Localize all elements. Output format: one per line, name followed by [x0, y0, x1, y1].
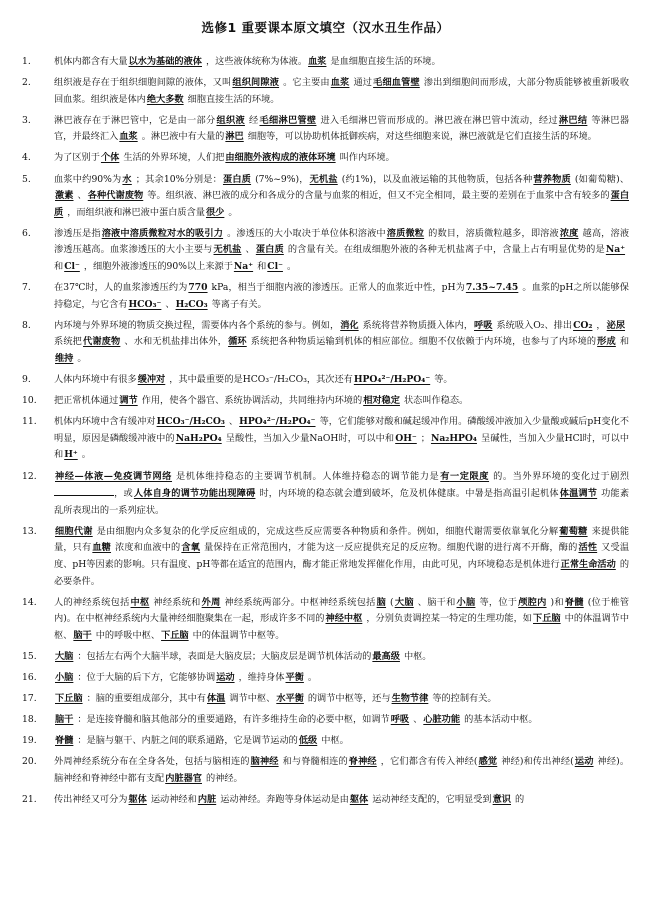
item-text: 、 [413, 714, 423, 726]
answer-blank: 血浆 [119, 131, 138, 143]
item-text: 。渗透压的大小取决于单位体积溶液中 [227, 227, 386, 239]
list-item [22, 754, 629, 787]
answer-blank: 神经—体液—免疫调节网络 [55, 470, 173, 482]
answer-blank: HCO₃⁻/H₂CO₃ [156, 416, 225, 428]
item-text: 中的体温调节中枢、 [54, 613, 630, 641]
item-text: (7%~9%)， [255, 173, 309, 185]
answer-blank: 组织间隙液 [232, 77, 280, 89]
document-title: 选修1 重要课本原文填空（汉水丑生作品） [201, 20, 450, 35]
answer-blank: 内脏器官 [165, 773, 202, 785]
item-number: 11. [22, 416, 37, 428]
item-text: ， [596, 319, 606, 331]
item-text: 来提供能量，只有 [54, 525, 630, 554]
answer-blank: 蛋白质 [222, 173, 252, 185]
answer-blank: HPO₄²⁻/H₂PO₄⁻ [353, 374, 431, 386]
item-text: ，而组织液和淋巴液中蛋白质含量 [67, 206, 205, 218]
answer-blank: 心脏功能 [423, 714, 461, 726]
answer-blank: 生物节律 [391, 693, 429, 705]
item-text: 内环境与外界环境的物质交换过程，需要体内各个系统的参与。例如， [54, 319, 340, 331]
item-text: ，它们都含有传入神经( [380, 756, 478, 768]
item-number: 14. [22, 596, 37, 608]
list-item [22, 595, 629, 645]
list-item [22, 54, 629, 71]
answer-blank: 下丘脑 [533, 613, 561, 625]
answer-blank: 淋巴结 [558, 114, 588, 126]
list-item [22, 733, 629, 750]
answer-blank: 外周 [201, 596, 221, 608]
item-text: 系统把 [54, 336, 83, 348]
item-text: 呈碱性，当加入少量HCl时，可以中和 [54, 432, 630, 461]
item-number: 21. [22, 794, 37, 806]
answer-blank: 意识 [492, 794, 511, 806]
item-text: 外周神经系统分布在全身各处，包括与脑相连的 [54, 756, 250, 768]
item-text: ：位于大脑的后下方，它能够协调 [77, 672, 216, 684]
list-item [22, 792, 629, 809]
item-text: 。它主要由 [283, 77, 330, 89]
answer-blank: 感觉 [478, 756, 498, 768]
item-number: 1. [22, 56, 31, 67]
answer-blank: NaH₂PO₄ [175, 432, 222, 444]
item-number: 7. [22, 282, 31, 294]
answer-blank: 呼吸 [474, 319, 493, 331]
list-item [22, 393, 629, 410]
item-number: 10. [22, 395, 37, 407]
item-text: 等，它们能够对酸和碱起缓冲作用。磷酸缓冲液加入少量酸或碱后pH变化不明显，原因是磷酸缓冲液中的 [54, 416, 629, 444]
item-text: 系统将营养物质摄入体内， [362, 319, 474, 331]
answer-blank: 泌尿 [606, 319, 626, 331]
answer-blank: Cl⁻ [64, 261, 80, 273]
item-text: 淋巴液存在于淋巴管中，它是由一部分 [54, 114, 216, 126]
item-text: 人体内环境中有很多 [54, 374, 137, 386]
answer-blank: Na⁺ [605, 244, 626, 256]
answer-blank: 颅腔内 [518, 596, 547, 608]
item-text: 机体内环境中含有缓冲对 [54, 416, 156, 428]
answer-blank: 运动 [216, 672, 235, 684]
answer-blank: 下丘脑 [161, 629, 189, 641]
item-text: 神经)。脑神经和脊神经中都有支配 [54, 756, 630, 785]
answer-blank: 由细胞外液构成的液体环境 [225, 152, 336, 164]
answer-blank: 毛细血管壁 [373, 77, 420, 89]
item-number: 8. [22, 319, 31, 331]
list-item [22, 712, 629, 729]
answer-blank: 水平衡 [276, 693, 304, 705]
list-item [22, 172, 629, 222]
list-item [22, 691, 629, 708]
answer-blank: 血浆 [308, 56, 327, 67]
item-number: 12. [22, 470, 37, 482]
answer-blank: HPO₄²⁻/H₂PO₄⁻ [239, 416, 316, 428]
item-text: ，其中最重要的是HCO₃⁻/H₂CO₃，其次还有 [169, 374, 353, 386]
item-text: 。 [77, 353, 87, 364]
item-text: 、 [228, 416, 239, 428]
item-text: 运动神经支配的，它明显受到 [372, 794, 492, 806]
answer-blank: 正常生命活动 [560, 559, 616, 571]
item-text: 。 [286, 261, 297, 273]
item-text: ：脑的重要组成部分，其中有 [86, 693, 206, 705]
answer-blank: 营养物质 [533, 173, 571, 185]
answer-blank: H₂CO₃ [175, 298, 208, 310]
item-number: 4. [22, 152, 31, 164]
item-text: 等的控制有关。 [432, 693, 497, 705]
answer-blank: 浓度 [559, 227, 579, 239]
item-text: 系统吸入O₂、排出 [496, 319, 573, 331]
answer-blank: 很少 [206, 206, 225, 218]
item-text: 中的呼吸中枢、 [95, 629, 161, 641]
item-text: 、脑干和 [417, 596, 456, 608]
item-number: 5. [22, 173, 31, 185]
fill-in-list [22, 54, 629, 809]
item-number: 20. [22, 756, 37, 768]
answer-blank: 躯体 [128, 794, 147, 806]
answer-blank: 葡萄糖 [559, 525, 588, 537]
answer-blank: 调节 [119, 395, 138, 407]
item-text: 人的神经系统包括 [54, 596, 130, 608]
answer-blank: 以水为基础的液体 [128, 56, 202, 67]
item-text: ：是脑与躯干、内脏之间的联系通路，它是调节运动的 [77, 735, 298, 747]
item-text: 是机体维持稳态的主要调节机制。人体维持稳态的调节能力是 [176, 470, 440, 482]
answer-blank: 消化 [340, 319, 359, 331]
item-text: 在37℃时，人的血浆渗透压约为 [54, 282, 188, 294]
item-text: 中枢。 [321, 735, 349, 747]
answer-blank: 低级 [298, 735, 318, 747]
list-item [22, 670, 629, 687]
item-text: 进入毛细淋巴管而形成的。淋巴液在淋巴管中流动，经过 [320, 114, 558, 126]
answer-blank: 脑干 [55, 714, 74, 726]
answer-blank: 溶质微粒 [386, 227, 425, 239]
list-item [22, 226, 629, 276]
answer-blank: 毛细淋巴管壁 [259, 114, 317, 126]
item-text: 等。 [434, 374, 453, 386]
answer-blank: 内脏 [197, 794, 217, 806]
item-text: ：是连接脊髓和脑其他部分的重要通路，有许多维持生命的必要中枢，如调节 [77, 714, 390, 726]
answer-blank: 7.35~7.45 [465, 282, 519, 294]
answer-blank: OH⁻ [395, 432, 417, 444]
item-text: 越高，溶液渗透压越高。血浆渗透压的大小主要与 [54, 227, 630, 256]
item-text: 血浆中约90%为 [54, 173, 122, 185]
item-text: 中枢。 [403, 651, 432, 662]
item-text: 把正常机体通过 [54, 395, 119, 407]
list-item [22, 372, 629, 389]
item-text: 和 [54, 261, 64, 273]
item-text: 运动神经。奔跑等身体运动是由 [220, 794, 349, 806]
list-item [22, 469, 629, 520]
answer-blank: Cl⁻ [267, 261, 283, 273]
item-text: 、水和无机盐排出体外， [124, 336, 228, 348]
list-item [22, 649, 629, 666]
item-text: 为了区别于 [54, 152, 100, 164]
answer-blank: Na₂HPO₄ [430, 432, 477, 444]
item-text: 细胞直接生活的环境。 [187, 93, 280, 105]
item-number: 2. [22, 77, 31, 89]
item-text: 作用，使各个器官、系统协调活动，共同维持内环境的 [141, 395, 363, 407]
item-text: 神经)和传出神经( [501, 756, 574, 768]
item-text: (约1%)，以及血液运输的其他物质，包括各种 [341, 173, 533, 185]
item-text: (位于椎管内)。在中枢神经系统内大量神经细胞聚集在一起，形成许多不同的 [54, 596, 630, 625]
item-text: )和 [550, 596, 564, 608]
item-text: 的含量有关。在组成细胞外液的各种无机盐离子中，含量上占有明显优势的是 [287, 244, 605, 256]
answer-blank: 平衡 [285, 672, 304, 684]
item-text: 。 [81, 449, 91, 461]
item-text: ：包括左右两个大脑半球，表面是大脑皮层；大脑皮层是调节机体活动的 [77, 651, 372, 662]
item-text: 等离子有关。 [211, 298, 267, 310]
item-text: 。 [307, 672, 318, 684]
list-item [22, 318, 629, 368]
answer-blank: 缓冲对 [137, 374, 166, 386]
item-number: 19. [22, 735, 37, 747]
answer-blank: 形成 [597, 336, 616, 348]
answer-blank: 下丘脑 [55, 693, 83, 705]
item-text: 中的体温调节中枢等。 [192, 629, 285, 641]
item-text: 又受温度、pH等因素的影响。只有温度、pH等都在适宜的范围内，酶才能正常地发挥催化作用，由此可见，内环境稳态是机体进行 [54, 542, 630, 571]
item-text: 呈酸性，当加入少量NaOH时，可以中和 [225, 432, 395, 444]
item-text: ； [420, 432, 430, 444]
item-text: 、 [77, 190, 87, 202]
answer-blank: 淋巴 [225, 131, 244, 143]
item-number: 16. [22, 672, 37, 684]
item-text: 浓度和血液中的 [115, 542, 181, 554]
answer-blank: 神经中枢 [325, 613, 363, 625]
answer-blank: 脑干 [73, 629, 92, 641]
item-text: 经 [248, 114, 259, 126]
item-text: ，分别负责调控某一特定的生理功能，如 [366, 613, 532, 625]
item-text: 渗出到细胞间而形成，大部分物质能够被重新吸收回血浆。组织液是体内 [54, 77, 630, 105]
item-number: 9. [22, 374, 31, 386]
answer-blank: HCO₃⁻ [128, 298, 162, 310]
answer-blank: 循环 [228, 336, 247, 348]
item-text: 生活的外界环境，人们把 [123, 152, 225, 164]
item-text: 是血细胞直接生活的环境。 [330, 56, 441, 67]
list-item [22, 75, 629, 108]
item-text: 和与脊髓相连的 [282, 756, 348, 768]
answer-blank: H⁺ [64, 449, 78, 461]
item-text: 传出神经又可分为 [54, 794, 128, 806]
item-text: 调节中枢、 [229, 693, 276, 705]
answer-blank: 代谢废物 [83, 336, 121, 348]
answer-blank: 各种代谢废物 [87, 190, 144, 202]
answer-blank: 运动 [574, 756, 594, 768]
answer-blank: 小脑 [456, 596, 476, 608]
item-text: 和 [257, 261, 267, 273]
list-item [22, 150, 629, 167]
answer-blank: 无机盐 [309, 173, 338, 185]
item-text: 和 [619, 336, 630, 348]
item-text: 时，内环境的稳态就会遭到破坏，危及机体健康。中暑是指高温引起机体 [259, 488, 559, 500]
answer-blank: 小脑 [55, 672, 74, 684]
answer-blank: 蛋白质 [255, 244, 284, 256]
answer-blank: 脊神经 [348, 756, 377, 768]
item-text: 的神经。 [206, 773, 243, 785]
answer-blank: 细胞代谢 [55, 525, 93, 537]
answer-blank: 呼吸 [390, 714, 410, 726]
answer-blank: Na⁺ [233, 261, 254, 273]
answer-blank: 维持 [55, 353, 74, 364]
item-text: 的 [515, 794, 525, 806]
item-text: 细胞等，可以协助机体抵御疾病，对这些细胞来说，淋巴液就是它们直接生活的环境。 [247, 131, 597, 143]
empty-blank [54, 485, 114, 496]
answer-blank: CO₂ [573, 319, 593, 331]
answer-blank: 蛋白质 [54, 190, 630, 218]
answer-blank: 个体 [100, 152, 120, 164]
answer-blank: 绝大多数 [146, 93, 184, 105]
item-text: 等，位于 [479, 596, 518, 608]
list-item [22, 113, 629, 146]
answer-blank: 体温调节 [559, 488, 598, 500]
answer-blank: 最高级 [372, 651, 400, 662]
answer-blank: 含氧 [181, 542, 201, 554]
answer-blank: 组织液 [216, 114, 245, 126]
answer-blank: 激素 [55, 190, 74, 202]
answer-blank: 溶液中溶质微粒对水的吸引力 [101, 227, 224, 239]
item-text: 神经系统和 [153, 596, 201, 608]
answer-blank: 躯体 [349, 794, 369, 806]
item-text: 组织液是存在于组织细胞间隙的液体，又叫 [54, 77, 232, 89]
item-text: 。淋巴液中有大量的 [141, 131, 225, 143]
item-text: 的调节中枢等，还与 [307, 693, 391, 705]
item-text: ，这些液体统称为体液。 [206, 56, 308, 67]
item-text: 是由细胞内众多复杂的化学反应组成的，完成这些反应需要各种物质和条件。例如，细胞代谢需要依靠氧化分解 [96, 525, 559, 537]
answer-blank: 有一定限度 [440, 470, 490, 482]
item-number: 6. [22, 227, 31, 239]
answer-blank: 脊髓 [55, 735, 74, 747]
item-text: 的。当外界环境的变化过于剧烈 [493, 470, 630, 482]
list-item [22, 524, 629, 590]
answer-blank: 人体自身的调节功能出现障碍 [133, 488, 256, 500]
item-text: 通过 [353, 77, 373, 89]
answer-blank: 770 [188, 282, 208, 294]
item-text: 、 [245, 244, 255, 256]
item-text: 。血浆的pH之所以能够保持稳定，与它含有 [54, 282, 629, 310]
item-text: 状态叫作稳态。 [403, 395, 469, 407]
item-text: 系统把各种物质运输到机体的相应部位。细胞不仅依赖于内环境，也参与了内环境的 [250, 336, 597, 348]
answer-blank: 大脑 [394, 596, 414, 608]
answer-blank: 无机盐 [213, 244, 242, 256]
item-number: 3. [22, 114, 31, 126]
item-number: 18. [22, 714, 37, 726]
item-text: 等淋巴器官，并最终汇入 [54, 114, 630, 143]
item-text: (如葡萄糖)、 [574, 173, 630, 185]
item-text: 的必要条件。 [54, 559, 629, 587]
item-text: 渗透压是指 [54, 227, 101, 239]
answer-blank: 脊髓 [564, 596, 584, 608]
item-text: 叫作内环境。 [339, 152, 395, 164]
item-text: 等。组织液、淋巴液的成分和各成分的含量与血浆的相近，但又不完全相同，最主要的差别在于血浆中含有较多的 [147, 190, 610, 202]
item-number: 13. [22, 525, 37, 537]
item-text: 、 [165, 298, 175, 310]
answer-blank: 大脑 [55, 651, 74, 662]
item-number: 15. [22, 651, 37, 662]
item-text: 功能紊乱所表现出的一系列症状。 [54, 488, 630, 516]
item-text: 神经系统两部分。中枢神经系统包括 [224, 596, 376, 608]
item-text: 的基本活动中枢。 [464, 714, 538, 726]
answer-blank: 中枢 [130, 596, 150, 608]
list-item [22, 414, 629, 464]
answer-blank: 水 [122, 173, 132, 185]
answer-blank: 血浆 [330, 77, 350, 89]
item-text: kPa，相当于细胞内液的渗透压。正常人的血浆近中性，pH为 [211, 282, 465, 294]
item-text: 。 [228, 206, 238, 218]
item-text: ( [390, 596, 394, 608]
item-text: ，维持身体 [238, 672, 285, 684]
answer-blank: 脑 [376, 596, 387, 608]
item-text: 量保持在正常范围内，才能为这一反应提供充足的反应物。细胞代谢的进行离不开酶，酶的 [204, 542, 578, 554]
item-text: ；其余10%分别是： [135, 173, 222, 185]
answer-blank: 脑神经 [250, 756, 279, 768]
answer-blank: 血糖 [92, 542, 112, 554]
list-item [22, 280, 629, 313]
item-text: ，或 [114, 488, 133, 500]
item-text: 运动神经和 [150, 794, 197, 806]
answer-blank: 体温 [207, 693, 226, 705]
item-text: 的数目，溶质微粒越多，即溶液 [428, 227, 559, 239]
answer-blank: 活性 [578, 542, 598, 554]
item-text: ，细胞外液渗透压的90%以上来源于 [83, 261, 233, 273]
item-text: 机体内都含有大量 [54, 56, 128, 67]
answer-blank: 相对稳定 [363, 395, 400, 407]
item-number: 17. [22, 693, 37, 705]
